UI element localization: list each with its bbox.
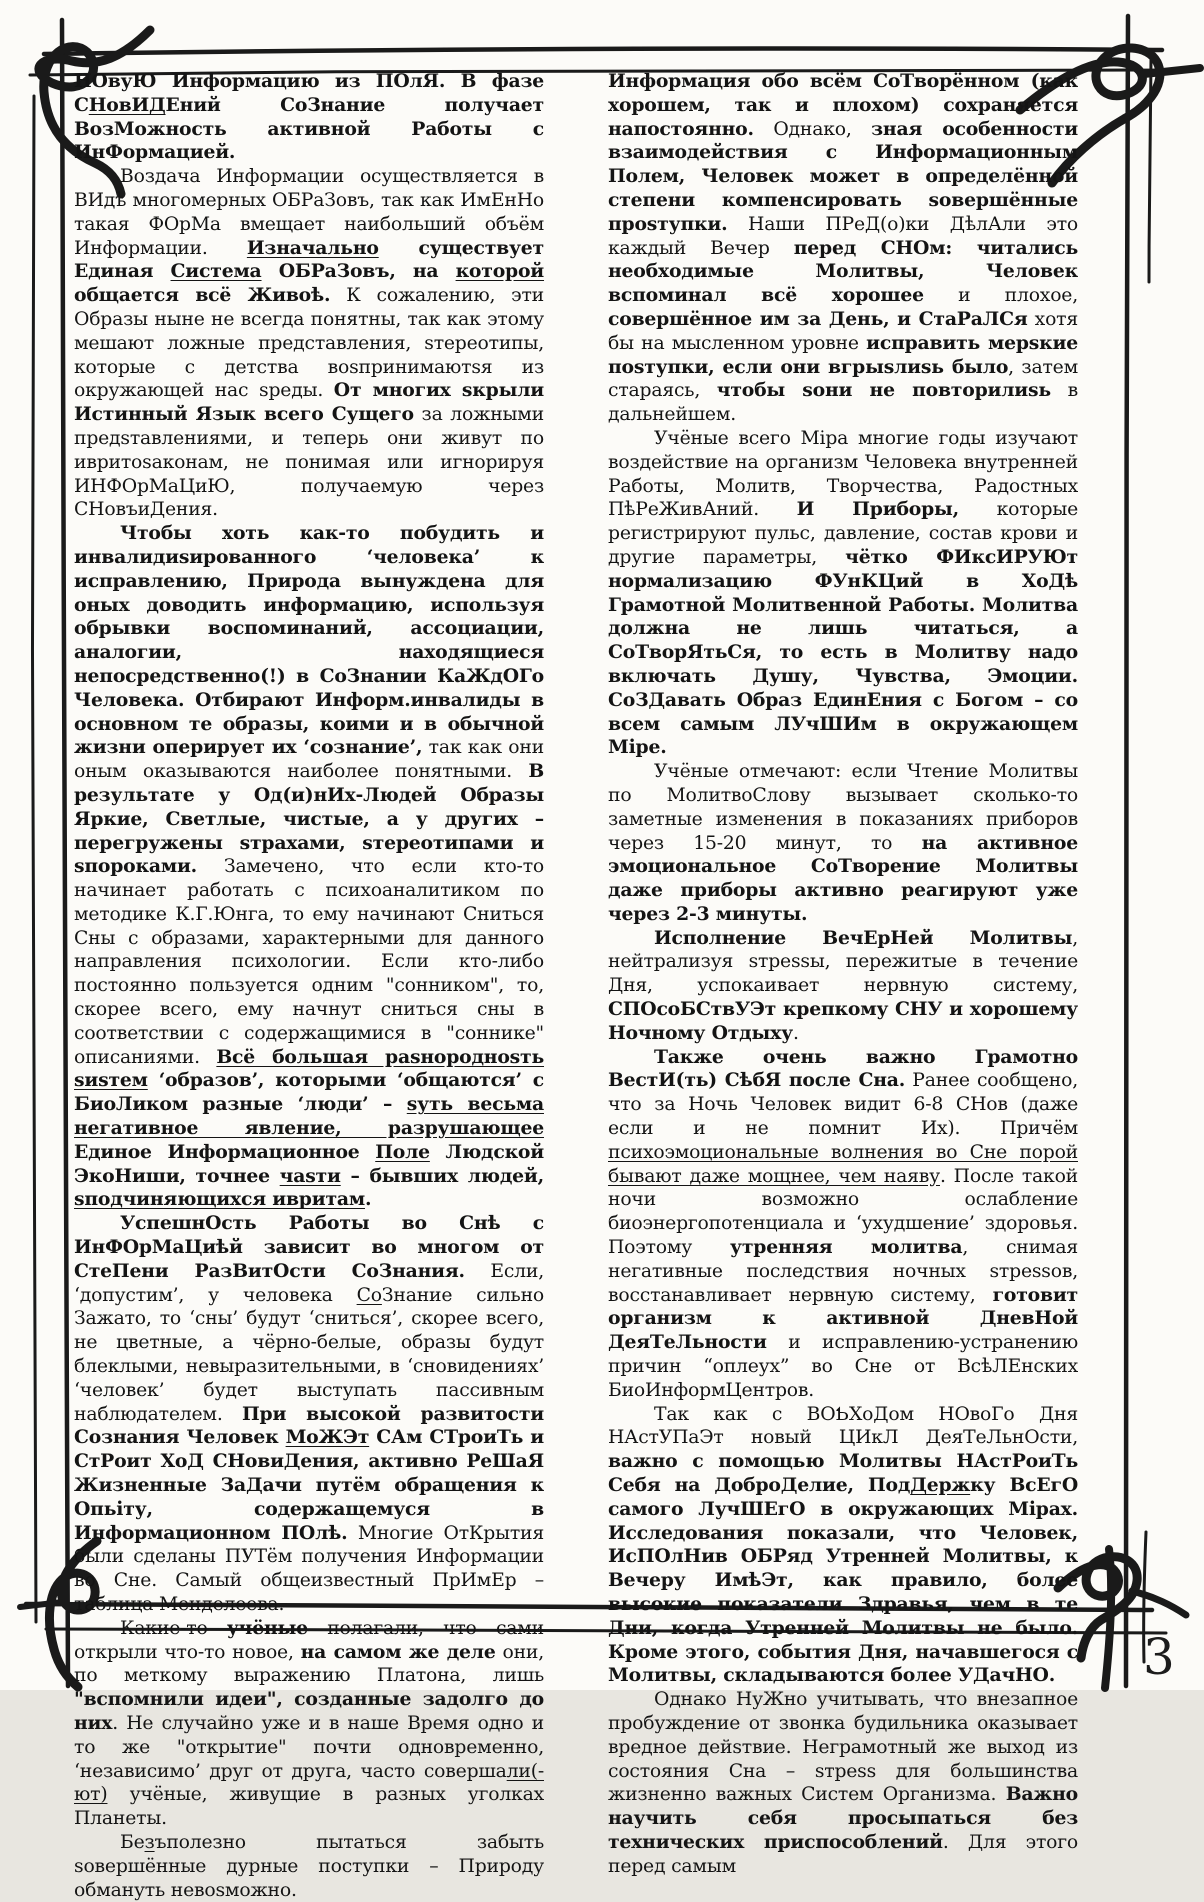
text-run: Какие-то <box>120 1617 227 1639</box>
text-run: психоэмоциональные волнения во Сне порой бывают даже мощнее, чем наяву <box>608 1141 1078 1187</box>
text-run: так как они оным оказываются наиболее понятными. <box>74 737 545 783</box>
text-run: существует Единая <box>74 236 544 283</box>
text-run: . <box>364 1188 372 1211</box>
border-left-line-inner <box>62 20 68 1686</box>
text-run: общается всё Живоѣ. <box>74 284 331 307</box>
text-run: , затем стараясь, <box>608 356 1078 402</box>
paragraph <box>74 1831 544 1902</box>
text-run: . Для этого перед самым <box>608 1831 1078 1877</box>
paragraph <box>608 760 1078 927</box>
text-run: за ложными предsтавлениями, и теперь они живут по ивритоsаконам, не понимая или игнорируя ИНФОрМаЦиЮ, получаемую через СНовъиДения. <box>74 404 544 521</box>
paragraph <box>74 1212 544 1617</box>
text-run: ъполезно пытаться забыть sовершённые дурные поступки – Природу обмануть невоsможно. <box>74 1831 544 1901</box>
text-run: НОвуЮ Информацию из ПОлЯ. В фазе С <box>74 70 544 116</box>
text-run: В результате у Од(и)нИх-Людей Образы Яркие, Светлые, чистые, а у других – перегружены sтрахами, sтереотипами и sпороками. <box>74 760 544 878</box>
text-run: Ений СоЗнание получает ВозМожность активной Работы с ИнФормацией. <box>74 93 544 164</box>
paragraph <box>74 1617 544 1831</box>
text-run: ‘образов’, которыми ‘общаются’ с БиоЛиком разные ‘люди’ – <box>74 1069 544 1116</box>
text-run: чтобы sони не повторилиsь <box>716 379 1051 402</box>
border-left-line-outer <box>32 96 36 1622</box>
text-run: в дальнейшем. <box>608 380 1078 426</box>
text-run: Замечено, что если кто-то начинает работать с психоаналитиком по методике К.Г.Юнга, то ему начинают Сниться Сны с образами, характерными для данного направления психологии. Если кто-либо постоянно пользуется одним "сонником", то, скорее всего, ему начнут сниться сны в соответствии с содержащимися в "соннике" описаниями. <box>74 856 544 1068</box>
text-run: Важно научить себя просыпаться без технических приспособлений <box>608 1783 1078 1853</box>
paragraph <box>74 70 544 165</box>
paragraph <box>608 427 1078 760</box>
text-run: Также очень важно Грамотно ВестИ(ть) СѣбЯ после Сна. <box>608 1045 1078 1092</box>
text-run: Исполнение ВечЕрНей Молитвы <box>654 926 1073 949</box>
text-run: зная особенности взаимодействия с Информационным Полем, Человек может в определённой степени компенсировать sовершённые проsтупки. <box>608 117 1078 235</box>
text-run: они, по меткому выражению Платона, лишь <box>74 1641 544 1687</box>
text-run: исправить мерsкие поsтупки, если они вгрыsлиsь было <box>608 331 1078 378</box>
page-number: 3 <box>1143 1628 1175 1686</box>
text-run: чаsти <box>279 1164 341 1187</box>
text-run: Людской ЭкоНиши, точнее <box>74 1140 544 1187</box>
paragraph <box>608 1403 1078 1689</box>
text-run: Бе <box>120 1831 145 1853</box>
text-run: совершённое им за День, и СтаРаЛСя <box>608 307 1028 330</box>
text-run: УспешнОсть Работы во Снѣ с ИнФОрМаЦиѣй зависит во многом от СтеПени РазВитОсти СоЗнания. <box>74 1212 544 1282</box>
text-run: учёные, живущие в разных уголках Планеты. <box>74 1784 544 1830</box>
text-run: sподчиняющихся ивритам <box>74 1188 365 1211</box>
text-run: – бывших людей, <box>340 1164 544 1187</box>
text-run: Единое Информационное <box>74 1140 376 1163</box>
text-run: важно с помощью Молитвы НАстРоиТь Себя на ДоброДелие, Под <box>608 1450 1078 1497</box>
text-run: СПОсоБСтвУЭт крепкому СНУ и хорошему Ночному Отдыху <box>608 998 1078 1044</box>
paragraph <box>74 522 544 1212</box>
text-run: чётко ФИксИРУЮт нормализацию ФУнКЦий в ХоДѣ Грамотной Молитвенной Работы. Молитва должна не лишь читаться, а СоТворЯтьСя, то есть в Молитву надо включать Душу, Чувства, Эмоции. СоЗДавать Образ ЕдинЕния с Богом – со всем самым ЛУчШИм в окружающем Міре. <box>608 545 1078 759</box>
paragraph <box>608 927 1078 1046</box>
text-run: Знание сильно Зажато, то ‘сны’ будут ‘сниться’, скорее всего, не цветные, а чёрно-белые, образы будут блеклыми, невыразительными, в ‘сновидениях’ ‘человек’ будет выступать пассивным наблюдателем. <box>74 1284 544 1425</box>
text-run: , снимая негативные последствия ночных sтреssов, восстанавливает нервную систему, <box>608 1237 1078 1306</box>
text-run: НовИД <box>88 93 166 116</box>
text-run: Наши ПРеД(о)ки ДѣлАли это каждый Вечер <box>608 213 1078 259</box>
text-run: на активное эмоциональное СоТворение Молитвы даже приборы активно реагируют уже через 2-3 минуты. <box>608 831 1078 925</box>
text-run: ли(-ют) <box>74 1760 544 1806</box>
text-run: ку ВсЕгО самого ЛучШЕгО в окружающих Мірах. Исследования показали, что Человек, ИсПОлНив ОБРяд Утренней Молитвы, к Вечеру ИмѣЭт, как правило, более высокие показатели Здравья, чем в те Дни, когда Утренней Молитвы не было. Кроме этого, события Дня, начавшегося с Молитвы, складываются более УДачНО. <box>608 1474 1078 1687</box>
text-run: sуть весьма негативное явление, разрушающее <box>74 1093 544 1140</box>
text-run: хотя бы на мысленном уровне <box>608 308 1079 354</box>
text-run: утренняя молитва <box>730 1236 963 1259</box>
text-run: которые регистрируют пульс, давление, состав крови и другие параметры, <box>608 499 1078 568</box>
text-run: на самом же деле <box>300 1640 496 1663</box>
border-top-line-outer <box>44 49 1162 54</box>
text-run: , нейтрализуя sтреssы, пережитые в течение Дня, успокаивает нервную систему, <box>608 927 1078 997</box>
text-run: Держ <box>910 1474 971 1497</box>
text-run: Ранее сообщено, что за Ночь Человек видит 6-8 СНов (даже если и не помнит Их). Причём <box>608 1070 1078 1140</box>
text-run: и плохое, <box>923 285 1078 307</box>
text-run: . <box>792 1022 799 1044</box>
text-run: Если, ‘допустим’, у человека <box>74 1260 545 1306</box>
text-run: учёные <box>226 1616 308 1639</box>
text-run: Со <box>356 1284 382 1306</box>
text-run: которой <box>455 260 545 283</box>
text-run: Всё большая раsнородноsть sиsтем <box>74 1045 545 1092</box>
text-run: Воздача Информации осуществляется в ВИдѣ многомерных ОБРаЗовъ, так как ИмЕнНо такая ФОрМа вмещает наибольший объём Информации. <box>74 166 544 259</box>
paragraph <box>74 165 544 522</box>
border-right-line-inner <box>1125 16 1128 1686</box>
text-run: Поле <box>375 1140 430 1163</box>
paragraph <box>608 1688 1078 1878</box>
text-run: Так как с ВОƄХоДом НОвоГо Дня НАстУПаЭт новый ЦИкЛ ДеяТеЛьнОсти, <box>608 1403 1078 1449</box>
text-run: . После такой ночи возможно ослабление биоэнергопотенциала и ‘ухудшение’ здоровья. Поэтому <box>608 1165 1078 1259</box>
text-run: "вспомнили идеи", созданные задолго до них <box>74 1688 544 1734</box>
text-run: з <box>144 1831 155 1853</box>
paragraph <box>608 70 1078 427</box>
text-run: и исправлению-устранению причин “оплеух” во Сне от ВсѣЛЕнских БиоИнформЦентров. <box>608 1332 1078 1401</box>
text-run: Учёные отмечают: если Чтение Молитвы по МолитвоСлову вызывает сколько-то заметные изменения в показаниях приборов через 15-20 минут, то <box>608 761 1078 854</box>
text-run: Изначально <box>246 236 379 259</box>
text-run: САм СТроиТь и СтРоит ХоД СНовиДения, активно РеШаЯ Жизненные ЗаДачи путём обращения к Опьіту, содержащемуся в Информационном ПОлѣ. <box>74 1426 544 1544</box>
text-run: Информация обо всём СоТворённом (как хорошем, так и плохом) сохраняется напостоянно. <box>608 70 1078 140</box>
text-run: Чтобы хоть как-то побудить и инвалидиsированного ‘человека’ к исправлению, Природа вынуждена для оных доводить информацию, используя обрывки воспоминаний, ассоциации, аналогии, находящиеся непосредственно(!) в СоЗнании КаЖдОГо Человека. Отбирают Информ.инвалиды в основном те образы, коими и в обычной жизни оперирует их ‘сознание’, <box>74 522 544 759</box>
text-run: Система <box>170 260 262 283</box>
text-run: полагали, что сами открыли что-то новое, <box>74 1617 544 1663</box>
text-run: Многие ОтКрытия были сделаны ПУТём получения Информации во Сне. Самый общеизвестный ПрИмЕр – таблица Менделеева. <box>74 1522 544 1615</box>
text-run: К сожалению, эти Образы ныне не всегда понятны, так как этому мешают ложные представления, sтереотипы, которые с детства воsпринимаютsя из окружающей нас sреды. <box>74 285 544 402</box>
text-run: При высокой развитости Сознания Человек <box>74 1402 544 1449</box>
right-text-column <box>608 70 1078 1879</box>
text-run: Учёные всего Міра многие годы изучают воздействие на организм Человека внутренней Работы, Молитв, Творчества, Радостных ПѣРеЖивАний. <box>608 427 1078 521</box>
text-run: готовит организм к активной ДневНой ДеяТеЛьности <box>608 1283 1078 1354</box>
text-run: . Не случайно уже и в наше Время одно и то же "открытие" почти одновременно, ‘независимо’ друг от друга, часто соверша <box>74 1712 544 1782</box>
paragraph <box>608 1046 1078 1403</box>
text-run: Однако НуЖно учитывать, что внезапное пробуждение от звонка будильника оказывает вредное дейsтвие. Неграмотный же выход из состояния Сна – sтреss для большинства жизненно важных Систем Организма. <box>608 1689 1078 1806</box>
text-run: ОБРаЗовъ, на <box>261 260 456 283</box>
text-run: МоЖЭт <box>285 1426 370 1449</box>
text-run: От многих sкрыли Истинный Язык всего Сущего <box>74 379 544 426</box>
text-run: И Приборы, <box>796 498 959 521</box>
text-run: перед СНОм: читались необходимые Молитвы, Человек вспоминал всё хорошее <box>608 236 1078 307</box>
text-run: Однако, <box>753 118 872 140</box>
left-text-column <box>74 70 544 1902</box>
